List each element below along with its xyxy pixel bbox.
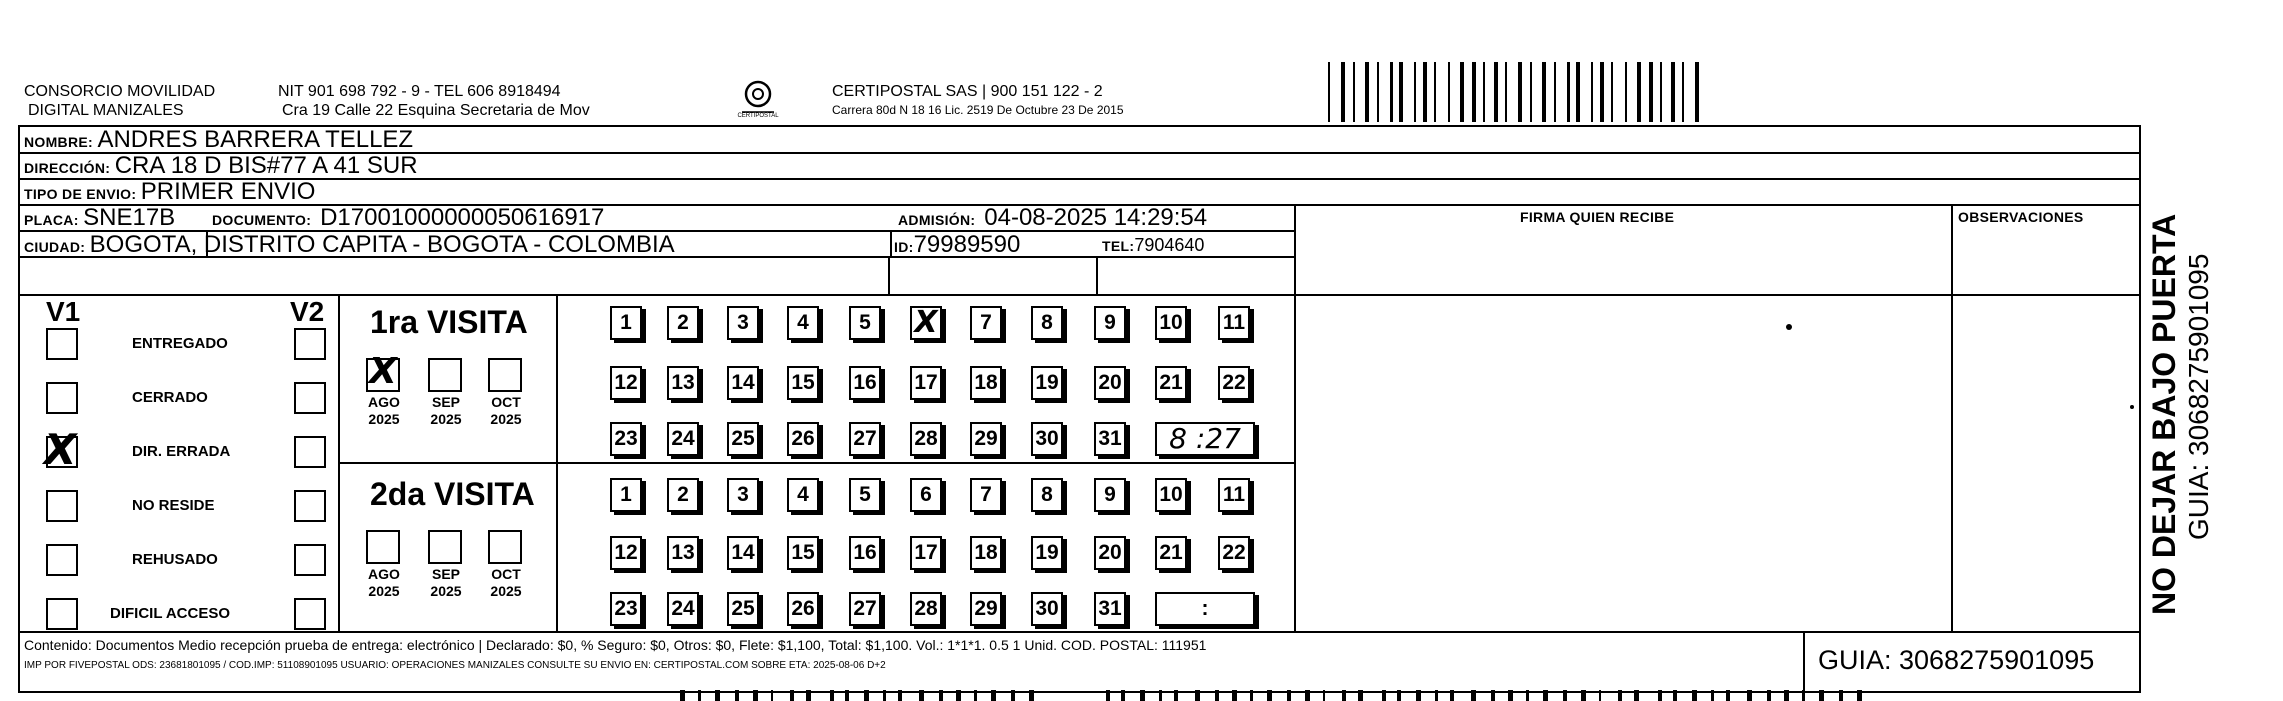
day-box: 11	[1218, 478, 1250, 512]
observaciones-label: OBSERVACIONES	[1958, 209, 2084, 225]
day-box: 15	[787, 536, 819, 570]
day-box: 27	[849, 592, 881, 626]
admision-label: ADMISIÓN:	[898, 212, 976, 228]
v1-checkbox	[46, 544, 78, 576]
barcode-bar	[1483, 62, 1485, 122]
year-label: 2025	[430, 411, 462, 427]
day-box: 23	[610, 422, 642, 456]
carrier-info	[832, 82, 1124, 118]
barcode-bar	[1611, 62, 1613, 122]
address-line: Cra 19 Calle 22 Esquina Secretaria de Mov	[282, 102, 590, 119]
documento-value: D17001000000050616917	[320, 204, 605, 231]
month-checkbox	[428, 530, 462, 564]
nit-line: NIT 901 698 792 - 9 - TEL 606 8918494	[278, 83, 561, 100]
ink-dot	[1786, 324, 1792, 330]
v2-label: V2	[290, 296, 325, 327]
barcode-bar	[1460, 62, 1464, 122]
barcode-bar	[1695, 62, 1699, 122]
day-box: 28	[910, 422, 942, 456]
month-label: OCT	[491, 566, 521, 582]
v1-checkbox	[46, 328, 78, 360]
day-box: 29	[970, 422, 1002, 456]
v1-check-mark: X	[44, 425, 77, 474]
ciudad-field	[24, 232, 675, 261]
tipo-envio-label: TIPO DE ENVIO:	[24, 186, 137, 202]
day-box: 18	[970, 536, 1002, 570]
side-guia: GUIA: 3068275901095	[2183, 253, 2214, 540]
barcode-bar	[1377, 62, 1379, 122]
tel-field	[1102, 232, 1204, 260]
day-box: 8	[1031, 306, 1063, 340]
day-box: 13	[667, 366, 699, 400]
barcode-bar	[1399, 62, 1403, 122]
day-box: 4	[787, 478, 819, 512]
day-box: 16	[849, 366, 881, 400]
v1-checkbox	[46, 382, 78, 414]
barcode-bar	[1542, 62, 1546, 122]
barcode-bar	[1649, 62, 1653, 122]
barcode-bar	[1682, 62, 1684, 122]
month-checkbox	[488, 358, 522, 392]
carrier-line1: CERTIPOSTAL SAS | 900 151 122 - 2	[832, 83, 1103, 100]
nombre-label: NOMBRE:	[24, 134, 93, 150]
day-box: 18	[970, 366, 1002, 400]
barcode-bar	[1390, 62, 1393, 122]
admision-value: 04-08-2025 14:29:54	[984, 204, 1208, 231]
day-box: 31	[1094, 592, 1126, 626]
year-label: 2025	[490, 411, 522, 427]
day-box: 22	[1218, 536, 1250, 570]
day-box: 24	[667, 592, 699, 626]
day-box: 7	[970, 478, 1002, 512]
day-box: 4	[787, 306, 819, 340]
firma-label: FIRMA QUIEN RECIBE	[1520, 209, 1675, 225]
day-box: 1	[610, 306, 642, 340]
barcode-bar	[1660, 62, 1662, 122]
v2-checkbox	[294, 382, 326, 414]
day-box: 2	[667, 306, 699, 340]
day-box: 26	[787, 592, 819, 626]
carrier-logo	[730, 72, 786, 128]
id-field	[894, 232, 1020, 261]
v2-checkbox	[294, 328, 326, 360]
status-label: DIR. ERRADA	[132, 443, 231, 460]
status-label: ENTREGADO	[132, 335, 228, 352]
day-box: 27	[849, 422, 881, 456]
company-line1: CONSORCIO MOVILIDAD	[24, 83, 216, 100]
company-name	[24, 82, 215, 120]
barcode-bar	[1671, 62, 1675, 122]
barcode-bar	[1353, 62, 1355, 122]
placa-value: SNE17B	[83, 204, 176, 231]
barcode-bar	[1637, 62, 1641, 122]
nombre-value: ANDRES BARRERA TELLEZ	[97, 126, 414, 153]
day-box: 28	[910, 592, 942, 626]
barcode-bar	[1625, 62, 1627, 122]
barcode-bar	[1505, 62, 1507, 122]
day-box: 31	[1094, 422, 1126, 456]
day-box: 16	[849, 536, 881, 570]
month-label: OCT	[491, 394, 521, 410]
v1-label: V1	[46, 296, 81, 327]
day-box: 9	[1094, 306, 1126, 340]
day-box: 12	[610, 536, 642, 570]
v2-checkbox	[294, 490, 326, 522]
id-value: 79989590	[913, 231, 1021, 258]
day-box: 21	[1155, 366, 1187, 400]
barcode-bar	[1530, 62, 1532, 122]
year-label: 2025	[490, 583, 522, 599]
barcode-bar	[1600, 62, 1604, 122]
day-box: 12	[610, 366, 642, 400]
day-box: 21	[1155, 536, 1187, 570]
company-line2: DIGITAL MANIZALES	[28, 102, 184, 119]
day-box: 10	[1155, 306, 1187, 340]
day-box: 23	[610, 592, 642, 626]
ink-dot	[2130, 405, 2134, 409]
status-label: DIFICIL ACCESO	[110, 605, 231, 622]
barcode-bar	[1341, 62, 1345, 122]
direccion-label: DIRECCIÓN:	[24, 160, 111, 176]
day-box: 20	[1094, 366, 1126, 400]
status-label: CERRADO	[132, 389, 208, 406]
id-label: ID:	[894, 239, 914, 255]
v1-checkbox	[46, 490, 78, 522]
day-box: 25	[727, 422, 759, 456]
day-box	[910, 306, 942, 340]
day-box: 22	[1218, 366, 1250, 400]
day-box: 5	[849, 478, 881, 512]
barcode-bar	[1518, 62, 1522, 122]
month-checkbox	[366, 530, 400, 564]
ciudad-label: CIUDAD:	[24, 239, 86, 255]
tel-label: TEL:	[1102, 238, 1135, 254]
day-box: 15	[787, 366, 819, 400]
barcode-bar	[1494, 62, 1498, 122]
day-box: 11	[1218, 306, 1250, 340]
day-box: 14	[727, 536, 759, 570]
day-box: 6	[910, 478, 942, 512]
barcode-bar	[1328, 62, 1330, 122]
time-box: 8 :27	[1155, 422, 1255, 456]
v2-checkbox	[294, 436, 326, 468]
day-box: 30	[1031, 422, 1063, 456]
barcode-bar	[1434, 62, 1436, 122]
status-label: REHUSADO	[132, 551, 218, 568]
visit1-title: 1ra VISITA	[370, 304, 528, 340]
guia-footer: GUIA: 3068275901095	[1818, 645, 2095, 675]
day-box: 24	[667, 422, 699, 456]
time-box: :	[1155, 592, 1255, 626]
month-label: AGO	[368, 566, 400, 582]
month-mark: X	[369, 351, 397, 392]
month-label: SEP	[431, 394, 460, 410]
day-box: 8	[1031, 478, 1063, 512]
barcode-top	[1328, 62, 1700, 122]
barcode-bar	[1423, 62, 1427, 122]
visit2-title: 2da VISITA	[370, 476, 535, 512]
tel-value: 7904640	[1134, 235, 1205, 255]
tipo-envio-value: PRIMER ENVIO	[140, 178, 316, 205]
v2-checkbox	[294, 544, 326, 576]
v2-checkbox	[294, 598, 326, 630]
placa-label: PLACA:	[24, 212, 79, 228]
barcode-bar	[1591, 62, 1593, 122]
month-label: AGO	[368, 394, 400, 410]
barcode-bar	[1567, 62, 1570, 122]
day-box: 7	[970, 306, 1002, 340]
day-box: 14	[727, 366, 759, 400]
barcode-bar	[1554, 62, 1556, 122]
day-box: 17	[910, 536, 942, 570]
month-label: SEP	[431, 566, 460, 582]
documento-label: DOCUMENTO:	[212, 212, 312, 228]
day-box: 29	[970, 592, 1002, 626]
barcode-bar	[1576, 62, 1580, 122]
day-box: 19	[1031, 536, 1063, 570]
day-box: 19	[1031, 366, 1063, 400]
day-box: 30	[1031, 592, 1063, 626]
imp-line: IMP POR FIVEPOSTAL ODS: 23681801095 / COD.IMP: 51108901095 USUARIO: OPERACIONES MANIZALES CONSULTE SU ENVIO EN: CERTIPOSTAL.COM SOBRE ETA: 2025-08-06 D+2	[24, 660, 886, 671]
day-box: 25	[727, 592, 759, 626]
day-box: 10	[1155, 478, 1187, 512]
day-box: 1	[610, 478, 642, 512]
barcode-bar	[1414, 62, 1416, 122]
no-dejar-bajo-puerta: NO DEJAR BAJO PUERTA	[2146, 213, 2182, 615]
status-label: NO RESIDE	[132, 497, 215, 514]
day-box: 9	[1094, 478, 1126, 512]
logo-text: CERTIPOSTAL	[737, 113, 779, 119]
day-box: 3	[727, 306, 759, 340]
day-box: 17	[910, 366, 942, 400]
day-box: 5	[849, 306, 881, 340]
month-checkbox	[488, 530, 522, 564]
month-checkbox	[428, 358, 462, 392]
year-label: 2025	[430, 583, 462, 599]
day-mark: X	[914, 305, 938, 340]
day-box: 3	[727, 478, 759, 512]
year-label: 2025	[368, 411, 400, 427]
company-contact	[278, 82, 590, 120]
day-box: 2	[667, 478, 699, 512]
carrier-line2: Carrera 80d N 18 16 Lic. 2519 De Octubre 23 De 2015	[832, 103, 1124, 117]
day-box: 13	[667, 536, 699, 570]
contenido-line: Contenido: Documentos Medio recepción prueba de entrega: electrónico | Declarado: $0, % Seguro: $0, Otros: $0, Flete: $1,100, Total: $1,100. Vol.: 1*1*1. 0.5 1 Unid. COD. POSTAL: 111951	[24, 637, 1207, 653]
direccion-value: CRA 18 D BIS#77 A 41 SUR	[114, 152, 418, 179]
barcode-bar	[1472, 62, 1476, 122]
day-box: 20	[1094, 536, 1126, 570]
ciudad-value: BOGOTA, DISTRITO CAPITA - BOGOTA - COLOMBIA	[89, 231, 675, 258]
v1-checkbox	[46, 598, 78, 630]
year-label: 2025	[368, 583, 400, 599]
barcode-bar	[1448, 62, 1450, 122]
barcode-bar	[1365, 62, 1369, 122]
day-box: 26	[787, 422, 819, 456]
